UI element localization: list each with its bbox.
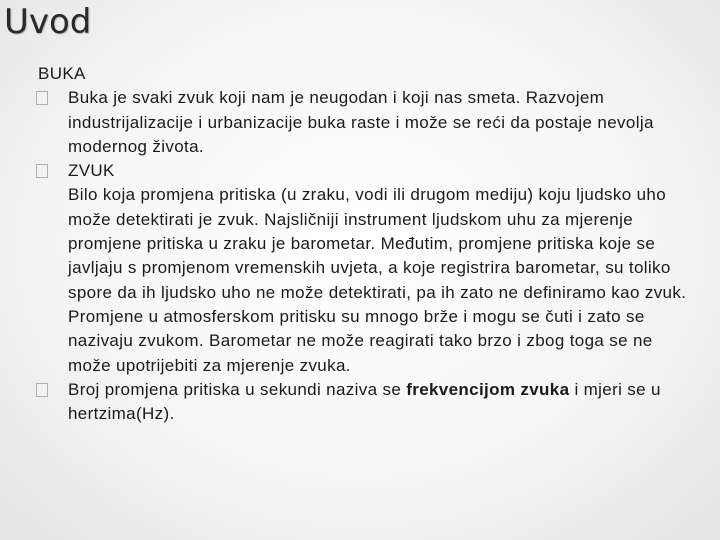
bullet-item [38, 159, 700, 378]
bullet-bold-term: frekvencijom zvuka [406, 379, 570, 399]
bullet-square-icon [36, 383, 48, 397]
bullet-title: ZVUK [68, 161, 115, 181]
bullet-text-start: Broj promjena pritiska u sekundi naziva se [68, 379, 407, 399]
bullet-text-end: i mjeri se u hertzima(Hz). [68, 379, 661, 424]
slide-body [38, 62, 700, 426]
bullet-text: Bilo koja promjena pritiska (u zraku, vodi ili drugom mediju) koju ljudsko uho može detektirati je zvuk. Najsličniji instrument ljudskom uhu za mjerenje promjene pritiska u zraku je barometar. Međutim, promjene pritiska koje se javljaju s promjenom vremenskih uvjeta, a koje registrira barometar, su toliko spore da ih ljudsko uho ne može detektirati, pa ih zato ne definiramo kao zvuk. Promjene u atmosferskom pritisku su mnogo brže i mogu se čuti i zato se nazivaju zvukom. Barometar ne može reagirati tako brzo i zbog toga se ne može upotrijebiti za mjerenje zvuka. [68, 185, 687, 375]
section-heading: BUKA [38, 64, 86, 83]
slide-title: Uvod [4, 2, 92, 42]
bullet-text: Buka je svaki zvuk koji nam je neugodan i koji nas smeta. Razvojem industrijalizacije i urbanizacije buka raste i može se reći da postaje nevolja modernog života. [68, 88, 654, 156]
bullet-item [38, 86, 700, 159]
bullet-square-icon [36, 91, 48, 105]
bullet-square-icon [36, 164, 48, 178]
bullet-item [38, 378, 700, 427]
